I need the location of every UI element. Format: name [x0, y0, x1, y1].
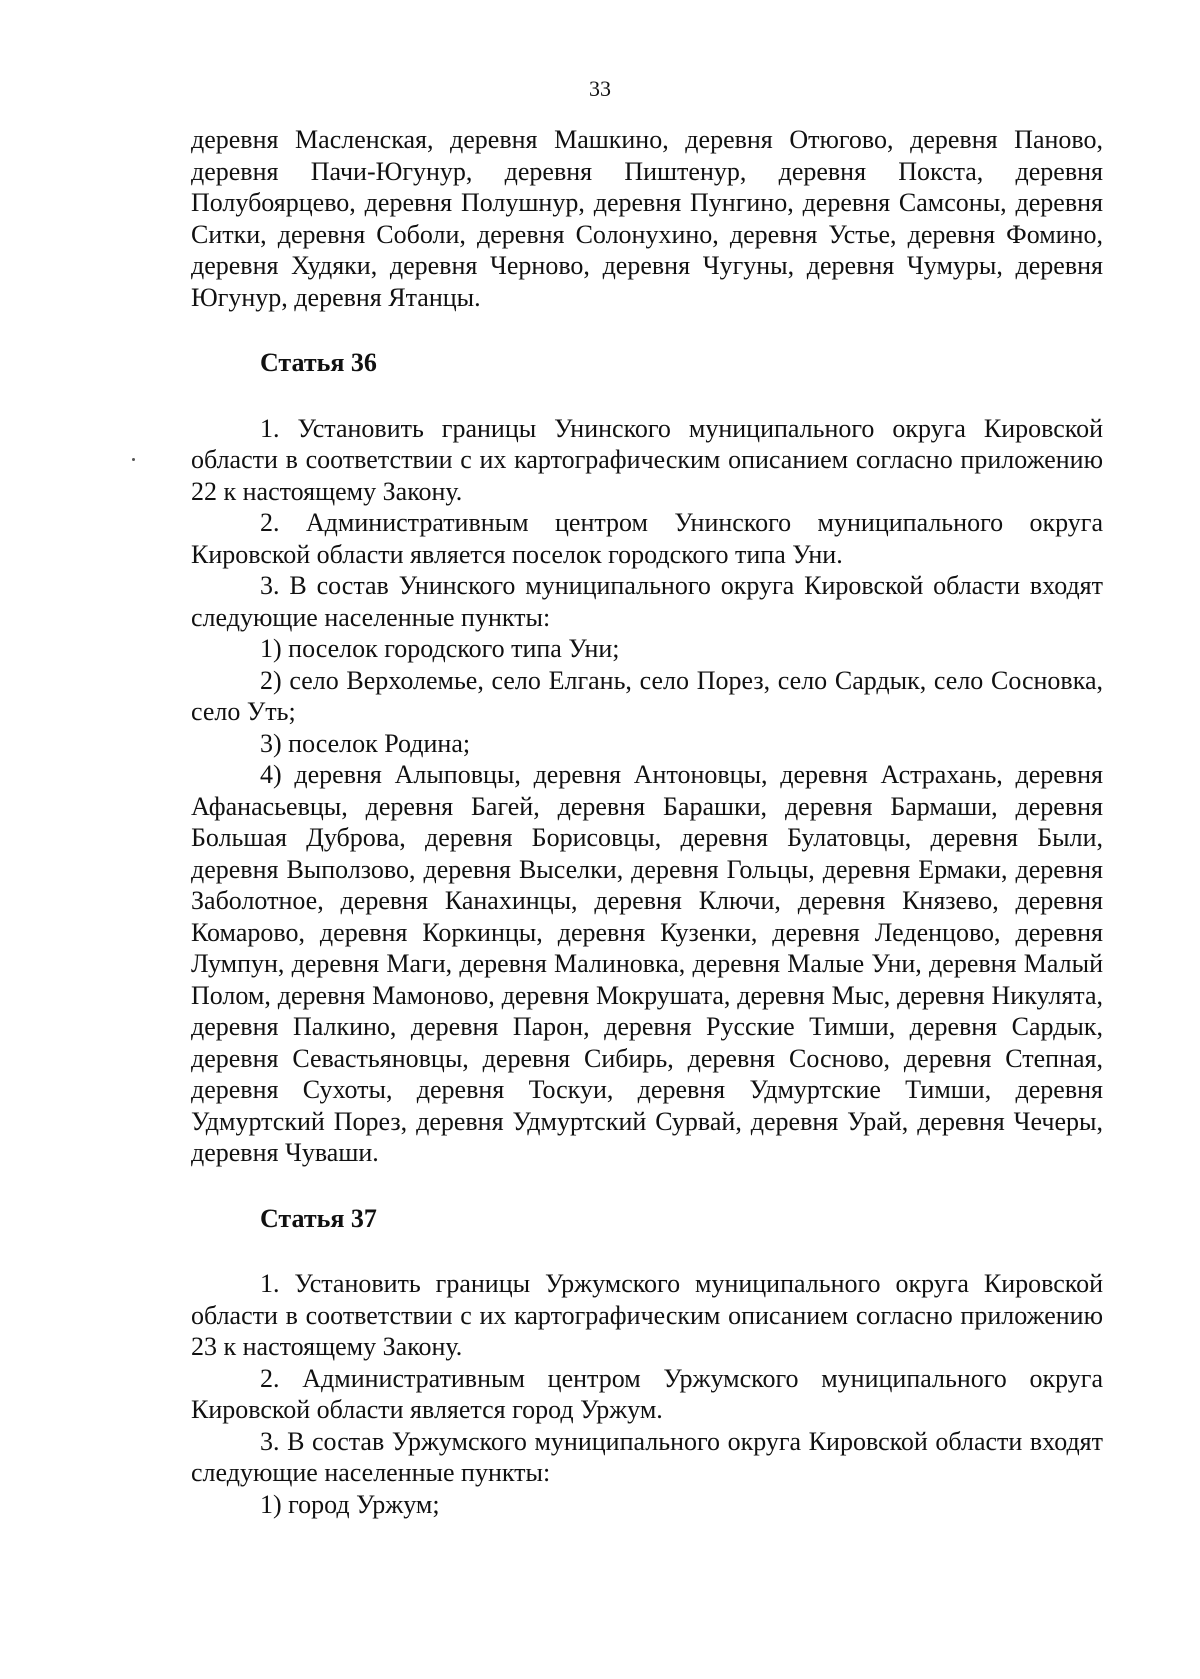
article-36-clause-2: 2. Административным центром Унинского муниципального округа Кировской области является поселок городского типа Уни.	[191, 508, 1103, 569]
article-37-clause-2: 2. Административным центром Уржумского муниципального округа Кировской области является город Уржум.	[191, 1363, 1103, 1424]
intro-paragraph: деревня Масленская, деревня Машкино, деревня Отюгово, деревня Паново, деревня Пачи-Югунур, деревня Пиштенур, деревня Покста, деревня Полубоярцево, деревня Полушнур, деревня Пунгино, деревня Самсоны, деревня Ситки, деревня Соболи, деревня Солонухино, деревня Устье, деревня Фомино, деревня Худяки, деревня Черново, деревня Чугуны, деревня Чумуры, деревня Югунур, деревня Ятанцы.	[191, 125, 1103, 312]
article-36-title: Статья 36	[260, 348, 377, 377]
scan-speck	[132, 458, 135, 461]
document-body	[191, 124, 1103, 1520]
article-36-item-2: 2) село Верхолемье, село Елгань, село Порез, село Сардык, село Сосновка, село Уть;	[191, 665, 1103, 726]
article-36-clause-3: 3. В состав Унинского муниципального округа Кировской области входят следующие населенные пункты:	[191, 571, 1103, 632]
article-37-item-1: 1) город Уржум;	[260, 1489, 440, 1519]
page-number: 33	[589, 76, 611, 101]
article-36-item-3: 3) поселок Родина;	[260, 728, 471, 758]
article-36-item-4: 4) деревня Алыповцы, деревня Антоновцы, деревня Астрахань, деревня Афанасьевцы, деревня Багей, деревня Барашки, деревня Бармаши, деревня Большая Дуброва, деревня Борисовцы, деревня Булатовцы, деревня Были, деревня Выползово, деревня Выселки, деревня Гольцы, деревня Ермаки, деревня Заболотное, деревня Канахинцы, деревня Ключи, деревня Князево, деревня Комарово, деревня Коркинцы, деревня Кузенки, деревня Леденцово, деревня Лумпун, деревня Маги, деревня Малиновка, деревня Малые Уни, деревня Малый Полом, деревня Мамоново, деревня Мокрушата, деревня Мыс, деревня Никулята, деревня Палкино, деревня Парон, деревня Русские Тимши, деревня Сардык, деревня Севастьяновцы, деревня Сибирь, деревня Сосново, деревня Степная, деревня Сухоты, деревня Тоскуи, деревня Удмуртские Тимши, деревня Удмуртский Порез, деревня Удмуртский Сурвай, деревня Урай, деревня Чечеры, деревня Чуваши.	[191, 760, 1103, 1167]
article-37-clause-3: 3. В состав Уржумского муниципального округа Кировской области входят следующие населенные пункты:	[191, 1426, 1103, 1487]
article-37-title: Статья 37	[260, 1203, 377, 1233]
article-36-item-1: 1) поселок городского типа Уни;	[260, 634, 620, 663]
article-37-clause-1: 1. Установить границы Уржумского муниципального округа Кировской области в соответствии с их картографическим описанием согласно приложению 23 к настоящему Закону.	[191, 1269, 1103, 1361]
article-36-clause-1: 1. Установить границы Унинского муниципального округа Кировской области в соответствии с их картографическим описанием согласно приложению 22 к настоящему Закону.	[191, 413, 1103, 506]
